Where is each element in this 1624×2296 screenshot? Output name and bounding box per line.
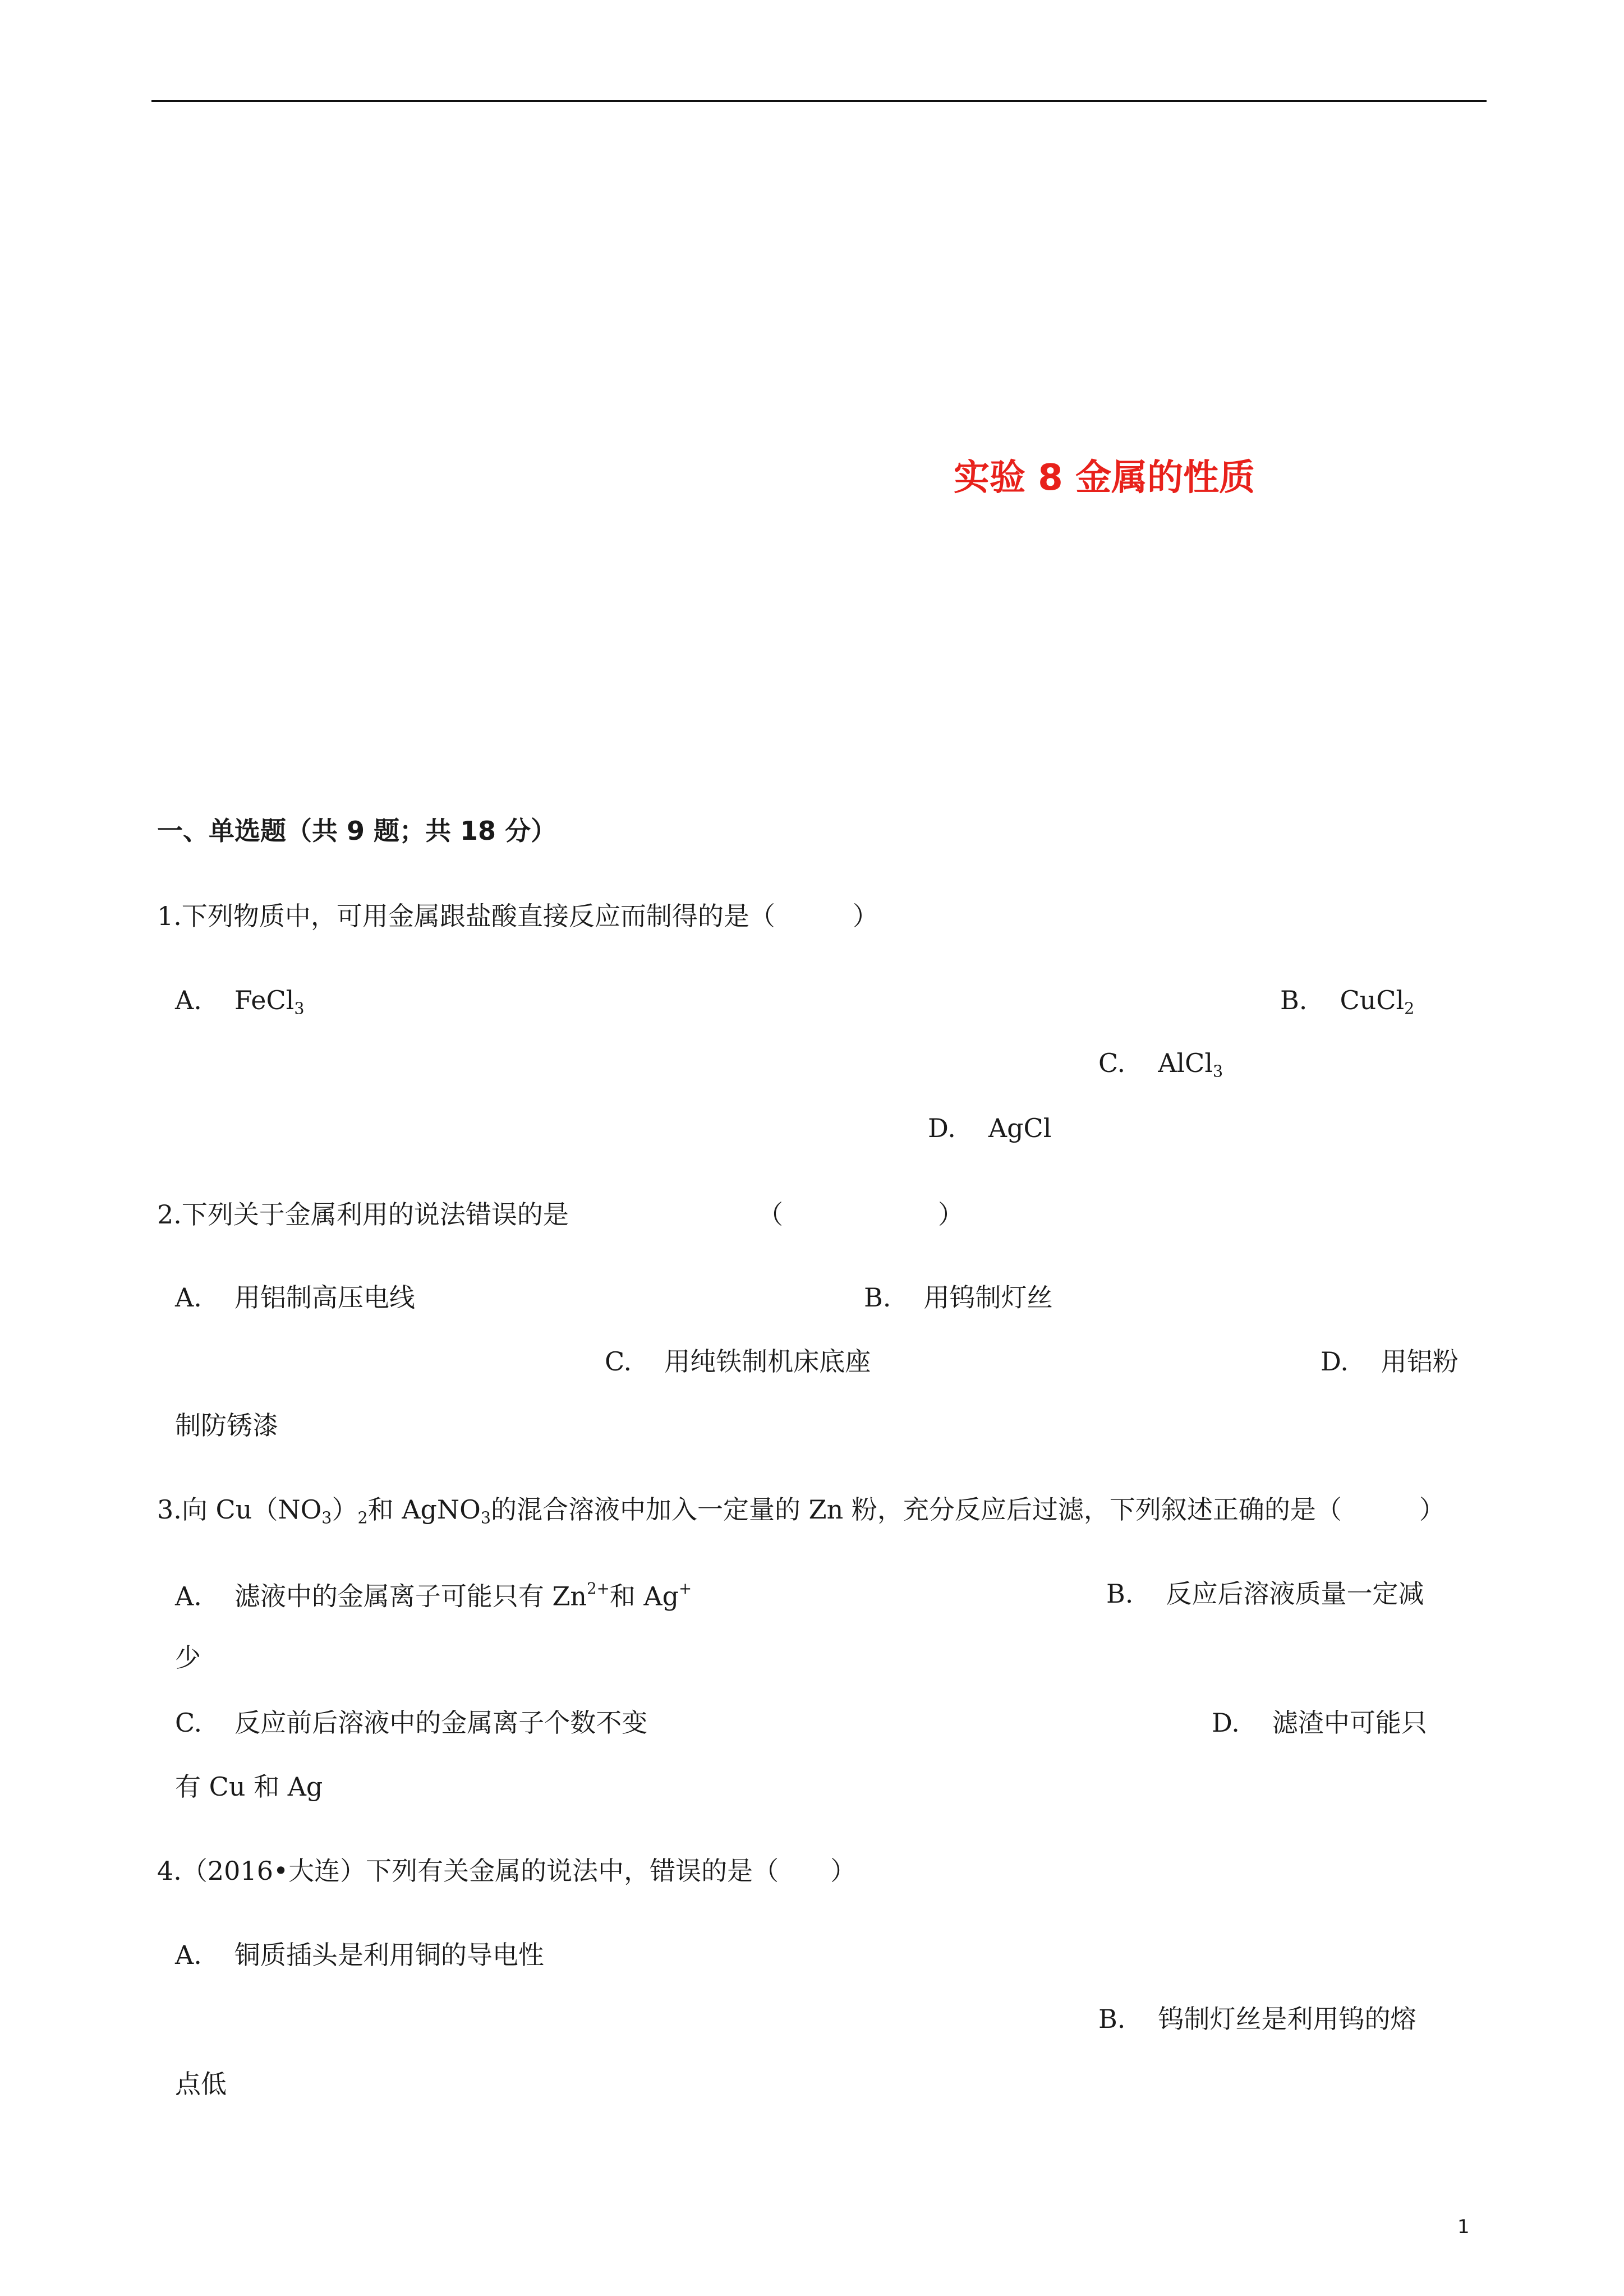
stem-text: ）	[332, 1494, 358, 1525]
option-letter: A.	[175, 1940, 202, 1970]
option-letter: B.	[1098, 2004, 1126, 2034]
question-2-paren: （ ）	[757, 1199, 964, 1230]
section-heading: 一、单选题（共 9 题；共 18 分）	[157, 816, 557, 846]
q3-option-b-continued: 少	[175, 1642, 201, 1673]
q1-option-a	[175, 987, 305, 1017]
question-1-stem: 1.下列物质中，可用金属跟盐酸直接反应而制得的是（ ）	[157, 901, 878, 931]
q2-option-d	[1321, 1346, 1459, 1377]
option-letter: A.	[175, 985, 202, 1015]
q1-option-b	[1280, 987, 1414, 1017]
q3-option-b	[1106, 1581, 1424, 1607]
q4-option-a	[175, 1942, 544, 1968]
option-letter: A.	[175, 1282, 202, 1313]
subscript: 3	[480, 1508, 491, 1527]
subscript: 3	[321, 1508, 332, 1527]
q3-option-d	[1212, 1710, 1427, 1736]
stem-text: 3.向 Cu（NO	[157, 1494, 322, 1525]
question-3-stem	[157, 1494, 1445, 1527]
stem-text: 的混合溶液中加入一定量的 Zn 粉，充分反应后过滤，下列叙述正确的是（ ）	[491, 1494, 1445, 1525]
q4-option-b-continued: 点低	[175, 2069, 227, 2099]
superscript: +	[679, 1579, 692, 1598]
option-text: 用钨制灯丝	[923, 1282, 1053, 1313]
option-letter: C.	[1098, 1048, 1126, 1078]
subscript: 2	[357, 1508, 368, 1527]
option-text: 反应前后溶液中的金属离子个数不变	[234, 1708, 648, 1738]
option-letter: D.	[1212, 1708, 1240, 1738]
question-4-stem: 4.（2016•大连）下列有关金属的说法中，错误的是（ ）	[157, 1856, 857, 1886]
option-text: 和 Ag	[609, 1581, 679, 1612]
option-letter: D.	[1321, 1346, 1349, 1377]
option-text: 钨制灯丝是利用钨的熔	[1158, 2004, 1416, 2034]
option-text: 反应后溶液质量一定减	[1166, 1579, 1424, 1609]
header-rule	[151, 100, 1487, 102]
option-text: FeCl	[234, 985, 295, 1015]
option-letter: B.	[1280, 985, 1308, 1015]
q1-option-d	[928, 1115, 1051, 1141]
option-letter: A.	[175, 1581, 202, 1612]
q2-option-d-continued: 制防锈漆	[175, 1410, 278, 1441]
subscript: 3	[1213, 1062, 1223, 1081]
q2-option-c	[605, 1346, 871, 1377]
option-letter: D.	[928, 1113, 956, 1143]
option-letter: B.	[1106, 1579, 1134, 1609]
stem-text: 和 AgNO	[367, 1494, 481, 1525]
option-text: 铜质插头是利用铜的导电性	[234, 1940, 544, 1970]
page-title: 实验 8 金属的性质	[954, 457, 1255, 499]
q2-option-b	[864, 1282, 1053, 1313]
q3-option-a	[175, 1579, 692, 1612]
option-text: 用铝粉	[1381, 1346, 1459, 1377]
option-text: 用纯铁制机床底座	[664, 1346, 871, 1377]
q3-option-d-continued: 有 Cu 和 Ag	[175, 1772, 323, 1802]
subscript: 3	[294, 999, 305, 1018]
q2-option-a	[175, 1282, 415, 1313]
option-text: AgCl	[988, 1113, 1052, 1143]
page-number: 1	[1457, 2216, 1470, 2238]
option-letter: B.	[864, 1282, 891, 1313]
option-text: AlCl	[1158, 1048, 1213, 1078]
option-text: 滤液中的金属离子可能只有 Zn	[234, 1581, 587, 1612]
option-letter: C.	[175, 1708, 203, 1738]
option-text: 滤渣中可能只	[1272, 1708, 1427, 1738]
q3-option-c	[175, 1710, 647, 1736]
subscript: 2	[1404, 999, 1415, 1018]
option-text: CuCl	[1340, 985, 1405, 1015]
question-2-stem: 2.下列关于金属利用的说法错误的是	[157, 1199, 569, 1230]
q4-option-b	[1098, 2006, 1416, 2032]
option-letter: C.	[605, 1346, 632, 1377]
option-text: 用铝制高压电线	[234, 1282, 415, 1313]
q1-option-c	[1098, 1050, 1223, 1080]
superscript: 2+	[587, 1579, 610, 1598]
